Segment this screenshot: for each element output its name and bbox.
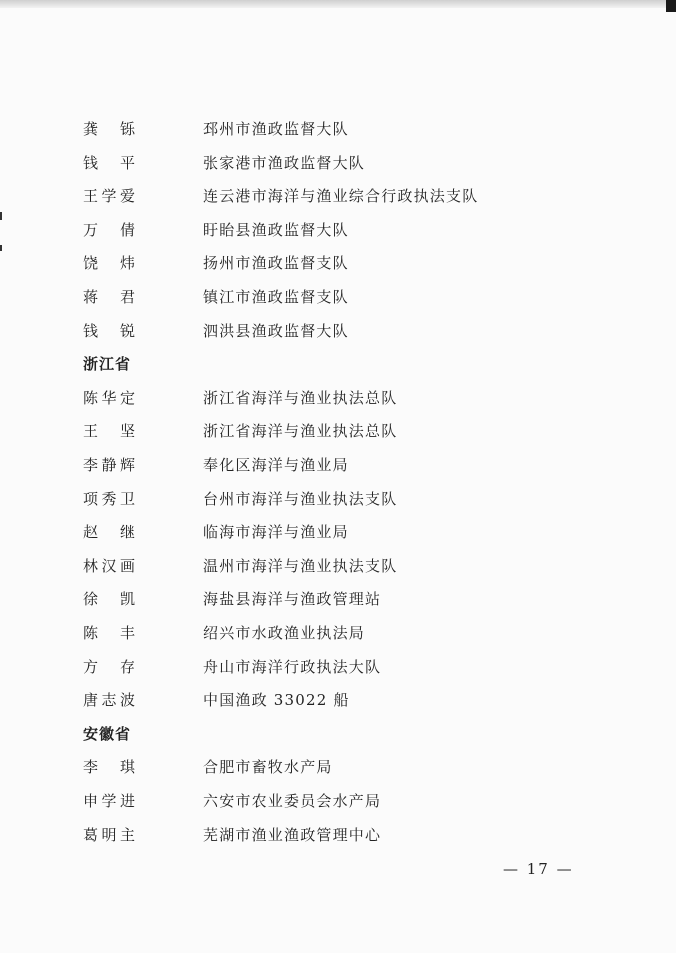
person-name: 钱 平 bbox=[83, 153, 135, 172]
organization-name: 邳州市渔政监督大队 bbox=[203, 120, 349, 138]
person-name: 蒋 君 bbox=[83, 288, 135, 306]
organization-name: 舟山市海洋行政执法大队 bbox=[203, 657, 382, 676]
organization-name: 扬州市渔政监督支队 bbox=[203, 254, 349, 273]
person-name: 王 坚 bbox=[83, 422, 135, 441]
page-number: — 17 — bbox=[503, 860, 574, 878]
person-name: 王 学 爱 bbox=[83, 187, 135, 206]
person-name: 李 静 辉 bbox=[83, 456, 135, 474]
organization-name: 台州市海洋与渔业执法支队 bbox=[203, 489, 398, 508]
person-name: 唐 志 波 bbox=[83, 691, 135, 710]
organization-name: 奉化区海洋与渔业局 bbox=[203, 456, 349, 474]
person-name: 林 汉 画 bbox=[83, 556, 135, 575]
person-name: 龚 铄 bbox=[83, 120, 135, 138]
scan-edge-mark bbox=[0, 212, 2, 220]
organization-name: 绍兴市水政渔业执法局 bbox=[203, 624, 366, 642]
person-name: 饶 炜 bbox=[83, 254, 135, 273]
organization-name: 连云港市海洋与渔业综合行政执法支队 bbox=[203, 187, 479, 206]
organization-name: 温州市海洋与渔业执法支队 bbox=[203, 556, 398, 575]
person-name: 徐 凯 bbox=[83, 590, 135, 609]
person-name: 赵 继 bbox=[83, 523, 135, 542]
person-name: 万 倩 bbox=[83, 220, 135, 239]
organization-name: 泗洪县渔政监督大队 bbox=[203, 321, 349, 340]
organization-name: 镇江市渔政监督支队 bbox=[203, 288, 349, 306]
scan-top-edge bbox=[0, 0, 676, 8]
scan-corner-mark bbox=[666, 0, 676, 12]
person-name: 陈 丰 bbox=[83, 624, 135, 642]
organization-name: 海盐县海洋与渔政管理站 bbox=[203, 590, 382, 609]
person-name: 项 秀 卫 bbox=[83, 489, 135, 508]
person-name: 申 学 进 bbox=[83, 792, 135, 810]
organization-name: 浙江省海洋与渔业执法总队 bbox=[203, 388, 398, 407]
person-name: 葛 明 主 bbox=[83, 825, 135, 844]
organization-name: 盱眙县渔政监督大队 bbox=[203, 220, 349, 239]
organization-name: 中国渔政 33022 船 bbox=[203, 691, 350, 710]
scan-edge-mark bbox=[0, 245, 2, 251]
province-name: 安徽省 bbox=[83, 724, 132, 743]
organization-name: 临海市海洋与渔业局 bbox=[203, 523, 349, 542]
person-name: 李 琪 bbox=[83, 758, 135, 777]
person-name: 方 存 bbox=[83, 657, 135, 676]
province-name: 浙江省 bbox=[83, 355, 132, 374]
organization-name: 六安市农业委员会水产局 bbox=[203, 792, 382, 810]
organization-name: 合肥市畜牧水产局 bbox=[203, 758, 333, 777]
organization-name: 芜湖市渔业渔政管理中心 bbox=[203, 825, 382, 844]
organization-name: 张家港市渔政监督大队 bbox=[203, 153, 366, 172]
organization-name: 浙江省海洋与渔业执法总队 bbox=[203, 422, 398, 441]
person-name: 钱 锐 bbox=[83, 321, 135, 340]
person-name: 陈 华 定 bbox=[83, 388, 135, 407]
